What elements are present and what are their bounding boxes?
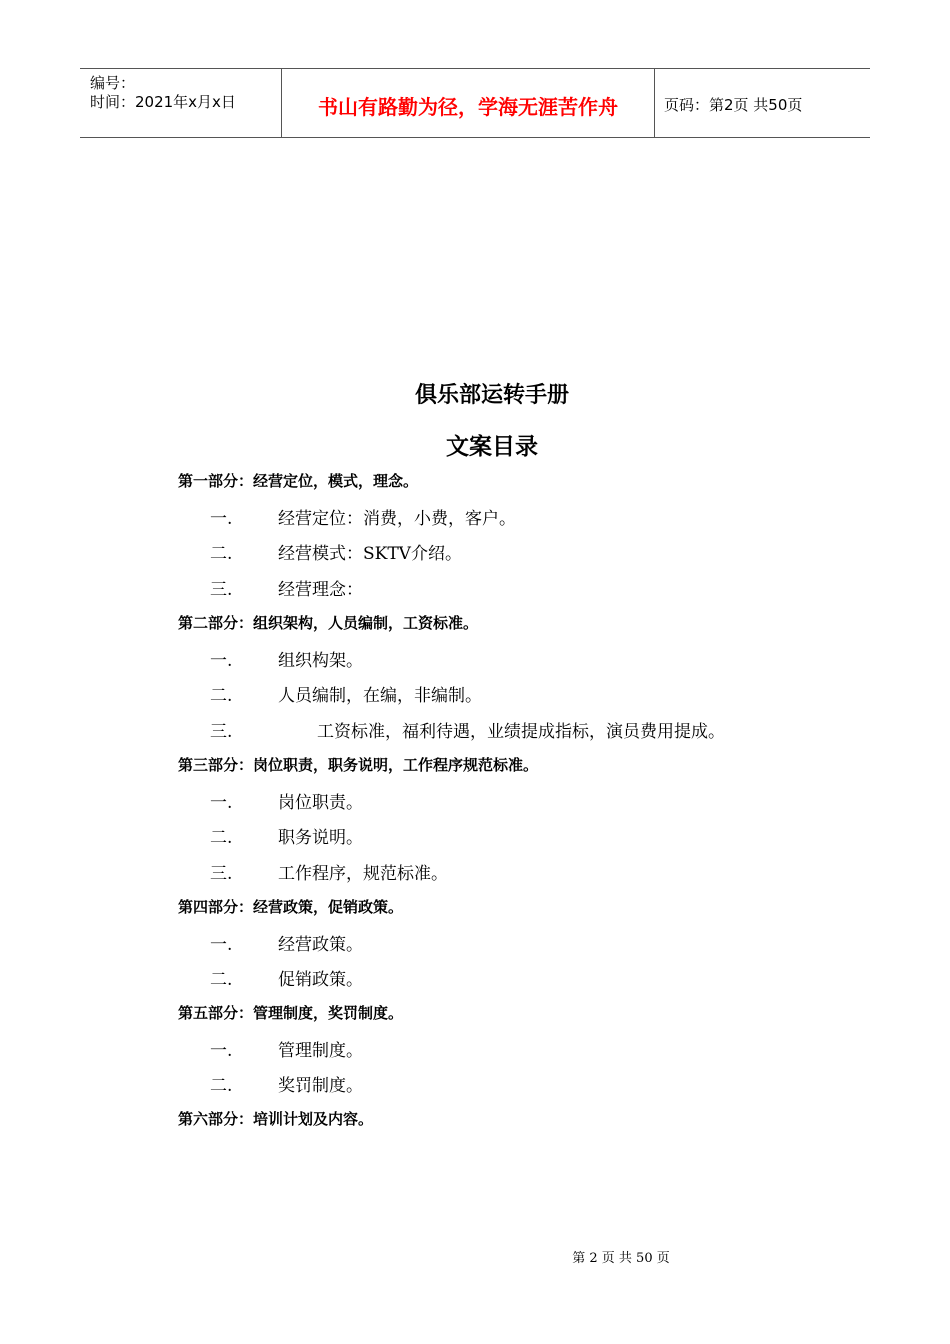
- part-heading: 第三部分：岗位职责，职务说明，工作程序规范标准。: [178, 756, 539, 774]
- part-heading: 第二部分：组织架构，人员编制，工资标准。: [178, 614, 479, 632]
- item-text: 工资标准，福利待遇，业绩提成指标，演员费用提成。: [317, 722, 725, 742]
- item-number: 二.: [210, 828, 233, 848]
- document-subtitle: 文案目录: [446, 434, 538, 460]
- item-text: 经营政策。: [278, 935, 363, 955]
- item-text: 经营定位：消费，小费，客户。: [278, 509, 516, 529]
- part-heading: 第一部分：经营定位，模式，理念。: [178, 472, 419, 490]
- item-number: 一.: [210, 1041, 233, 1061]
- item-number: 一.: [210, 793, 233, 813]
- item-text: 经营理念：: [278, 580, 363, 600]
- item-number: 二.: [210, 970, 233, 990]
- date-label: 时间：2021年x月x日: [90, 93, 236, 111]
- part-heading: 第五部分：管理制度，奖罚制度。: [178, 1004, 404, 1022]
- header-page-cell: [655, 69, 870, 137]
- item-number: 三.: [210, 864, 233, 884]
- header-motto-cell: [282, 69, 655, 137]
- item-text: 人员编制，在编，非编制。: [278, 686, 482, 706]
- item-number: 二.: [210, 544, 233, 564]
- item-number: 三.: [210, 722, 233, 742]
- item-text: 岗位职责。: [278, 793, 363, 813]
- part-heading: 第六部分：培训计划及内容。: [178, 1110, 374, 1128]
- item-number: 一.: [210, 935, 233, 955]
- item-number: 一.: [210, 509, 233, 529]
- number-label: 编号：: [90, 74, 136, 92]
- header-table: [80, 68, 870, 138]
- document-title: 俱乐部运转手册: [414, 383, 569, 408]
- item-text: 管理制度。: [278, 1041, 363, 1061]
- item-text: 经营模式：SKTV介绍。: [278, 544, 462, 564]
- item-text: 促销政策。: [278, 970, 363, 990]
- item-text: 奖罚制度。: [278, 1076, 363, 1096]
- part-heading: 第四部分：经营政策，促销政策。: [178, 898, 404, 916]
- item-number: 二.: [210, 686, 233, 706]
- page-footer: 第 2 页 共 50 页: [572, 1251, 670, 1266]
- item-text: 工作程序，规范标准。: [278, 864, 448, 884]
- item-text: 职务说明。: [278, 828, 363, 848]
- motto: 书山有路勤为径，学海无涯苦作舟: [318, 95, 618, 119]
- item-number: 二.: [210, 1076, 233, 1096]
- item-text: 组织构架。: [278, 651, 363, 671]
- item-number: 三.: [210, 580, 233, 600]
- page-label: 页码：第2页 共50页: [664, 96, 803, 114]
- item-number: 一.: [210, 651, 233, 671]
- header-info-cell: [80, 69, 282, 137]
